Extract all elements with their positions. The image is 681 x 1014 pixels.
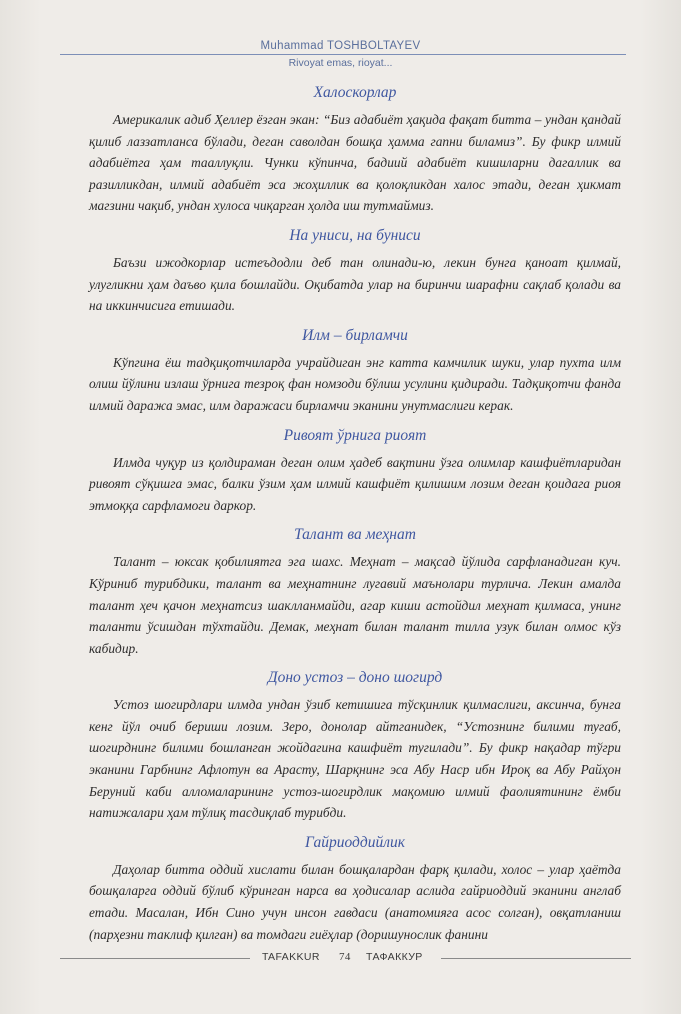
- section-ilm-birlamchi: [89, 326, 621, 417]
- section-paragraph: Даҳолар битта оддий хислати билан бошқалардан фарқ қилади, холос – улар ҳаётда бошқаларга оддий бўлиб кўринган нарса ва ҳодисалар аслида гайриоддий эканини англаб етади. Масалан, Ибн Сино учун инсон гавдаси (анатомияга асос солган), овқатланиш (парҳезни таклиф қилган) ва томдаги гиёҳлар (доришунослик фанини: [89, 861, 621, 942]
- section-title: На униси, на буниси: [289, 226, 421, 244]
- header-author: Muhammad TOSHBOLTAYEV: [260, 40, 421, 52]
- header-subtitle: Rivoyat emas, rioyat...: [288, 57, 393, 69]
- section-title: Талант ва меҳнат: [294, 526, 416, 544]
- footer-rule-left: [60, 958, 250, 959]
- section-gayrioddiylik: [89, 833, 621, 945]
- section-dono-ustoz: [89, 668, 621, 824]
- running-header: [0, 0, 681, 80]
- section-title: Илм – бирламчи: [302, 326, 408, 344]
- page-number: 74: [339, 951, 351, 963]
- section-title: Доно устоз – доно шогирд: [267, 669, 443, 687]
- section-talant: [89, 525, 621, 659]
- section-haloskorlar: [89, 83, 621, 217]
- page-footer: [0, 948, 681, 968]
- footer-journal-latin: TAFAKKUR: [262, 951, 320, 963]
- section-paragraph: Устоз шогирдлари илмда ундан ўзиб кетишига тўсқинлик қилмаслиги, аксинча, бунга кенг йўл очиб бериши лозим. Зеро, донолар айтганидек, “Устознинг билими тугаб, шогирднинг билими бошланган жойдагина кашфиёт тугилади”. Бу фикр нақадар тўгри эканини Гарбнинг Афлотун ва Арасту, Шарқнинг эса Абу Наср ибн Ироқ ва Абу Райҳон Беруний каби алломаларининг устоз-шогирдлик мақомию илмий фаолиятининг ёмби натижалари ҳам тўлиқ тасдиқлаб турибди.: [89, 697, 621, 821]
- page-content: [89, 83, 621, 954]
- section-rivoyat: [89, 426, 621, 517]
- section-paragraph: Илмда чуқур из қолдираман деган олим ҳадеб вақтини ўзга олимлар кашфиётларидан ривоят сўқишга эмас, балки ўзим ҳам илмий кашфиёт қилишим лозим деган қоидага риоя этмоққа сарфламоги даркор.: [89, 454, 621, 513]
- section-paragraph: Кўпгина ёш тадқиқотчиларда учрайдиган энг катта камчилик шуки, улар пухта илм олиш йўлини излаш ўрнига тезроқ фан номзоди бўлиш усулини қидиради. Тадқиқотчи фанда илмий даража эмас, илм даражаси бирламчи эканини унутмаслиги керак.: [89, 354, 621, 413]
- footer-journal-cyrillic: ТАФАККУР: [366, 951, 423, 963]
- section-title: Халоскорлар: [313, 84, 397, 101]
- section-title: Гайриоддийлик: [305, 833, 405, 851]
- section-title: Ривоят ўрнига риоят: [283, 426, 427, 444]
- section-paragraph: Талант – юксак қобилиятга эга шахс. Меҳнат – мақсад йўлида сарфланадиган куч. Кўриниб турибдики, талант ва меҳнатнинг лугавий маънолари турлича. Лекин амалда талант ҳеч қачон меҳнатсиз шаклланмайди, агар киши астойдил меҳнат қилмаса, унинг таланти ўсишдан тўхтайди. Демак, меҳнат билан талант тилла узук билан олмос кўз кабидир.: [89, 554, 621, 656]
- section-paragraph: Америкалик адиб Ҳеллер ёзган экан: “Биз адабиёт ҳақида фақат битта – ундан қандай қилиб лаззатланса бўлади, деган саволдан бошқа ҳамма гапни биламиз”. Бу фикр илмий адабиётга ҳам тааллуқли. Чунки кўпинча, бадиий адабиёт кишиларни дагаллик ва разилликдан, илмий адабиёт эса жоҳиллик ва қолоқликдан халос этади, деган ҳикмат магзини чақиб, ундан хулоса чиқарган ҳолда иш тутмаймиз.: [89, 112, 621, 214]
- section-paragraph: Баъзи ижодкорлар истеъдодли деб тан олинади-ю, лекин бунга қаноат қилмай, улугликни ҳам даъво қила бошлайди. Оқибатда улар на биринчи шарафни сақлаб қолади ва на иккинчисига етишади.: [89, 254, 621, 314]
- footer-rule-right: [441, 958, 631, 959]
- header-rule: [60, 54, 626, 55]
- section-na-unisi: [89, 226, 621, 317]
